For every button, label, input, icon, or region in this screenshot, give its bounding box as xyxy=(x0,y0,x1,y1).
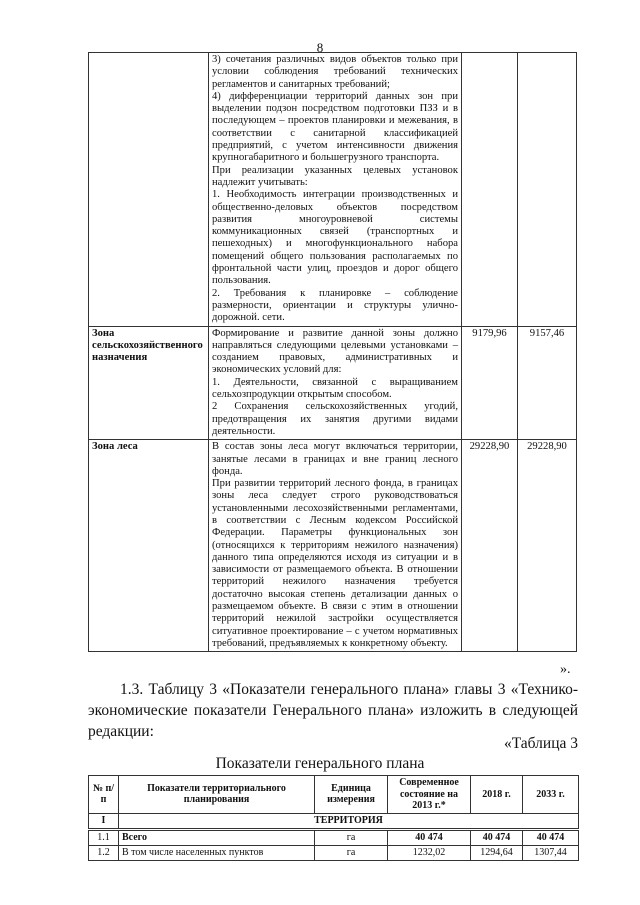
table-label: «Таблица 3 xyxy=(503,735,578,752)
table-row xyxy=(89,845,579,860)
column-header: Современное состояние на 2013 г.* xyxy=(388,776,471,814)
zones-table xyxy=(88,52,577,652)
description-paragraph: 3) сочетания различных видов объектов только при условии соблюдения требований технических регламентов и санитарных требований; xyxy=(212,54,458,90)
zone-value-cell: 9157,46 xyxy=(518,326,577,440)
indicators-table xyxy=(88,775,579,861)
description-paragraph: 2. Требования к планировке – соблюдение размерности, ориентации и структуры улично-дорожной. сети. xyxy=(212,287,458,324)
description-paragraph: 2 Сохранения сельскохозяйственных угодий, предотвращения их занятия другими видами деятельности. xyxy=(212,401,458,437)
description-paragraph: 1. Необходимость интеграции производственных и общественно-деловых объектов посредством развития многоуровневой системы коммуникационных связей (транспортных и пешеходных) и многофункционального набора помещений общего пользования располагаемых по фронтальной части улиц, проездов и дорог общего пользования. xyxy=(212,189,458,287)
table-title: Показатели генерального плана xyxy=(215,755,425,772)
value-2018: 40 474 xyxy=(471,829,523,845)
description-paragraph: В состав зоны леса могут включаться территории, занятые лесами в границах и вне границ лесного фонда. xyxy=(212,441,458,477)
zone-name-cell: Зона сельскохозяйственного назначения xyxy=(89,326,209,440)
section-row xyxy=(89,813,579,829)
indicator-name: В том числе населенных пунктов xyxy=(119,845,315,860)
table-row xyxy=(89,53,577,327)
table-row xyxy=(89,440,577,652)
unit-cell: га xyxy=(315,829,388,845)
indicator-name: Всего xyxy=(119,829,315,845)
section-label: ТЕРРИТОРИЯ xyxy=(119,813,579,829)
value-2013: 40 474 xyxy=(388,829,471,845)
table-row xyxy=(89,829,579,845)
zone-name-cell: Зона леса xyxy=(89,440,209,652)
value-2018: 1294,64 xyxy=(471,845,523,860)
table-row xyxy=(89,326,577,440)
description-paragraph: 1. Деятельности, связанной с выращиванием сельхозпродукции открытым способом. xyxy=(212,376,458,401)
column-header: № п/п xyxy=(89,776,119,814)
zone-value-cell xyxy=(462,53,518,327)
unit-cell: га xyxy=(315,845,388,860)
zone-value-cell: 9179,96 xyxy=(462,326,518,440)
column-header: Единица измерения xyxy=(315,776,388,814)
zone-value-cell xyxy=(518,53,577,327)
column-header: 2033 г. xyxy=(523,776,579,814)
zone-name-cell xyxy=(89,53,209,327)
zone-description-cell xyxy=(209,53,462,327)
zone-description-cell xyxy=(209,326,462,440)
closing-quote: ». xyxy=(560,662,571,677)
amendment-paragraph: 1.3. Таблицу 3 «Показатели генерального плана» главы 3 «Технико-экономические показатели Генерального плана» изложить в следующей редакции: xyxy=(88,681,578,740)
row-number: 1.2 xyxy=(89,845,119,860)
value-2033: 1307,44 xyxy=(523,845,579,860)
description-paragraph: Формирование и развитие данной зоны должно направляться следующими целевыми установками – созданием правовых, административных и экономических условий для: xyxy=(212,327,458,376)
row-number: 1.1 xyxy=(89,829,119,845)
zone-value-cell: 29228,90 xyxy=(518,440,577,652)
section-number: I xyxy=(89,813,119,829)
description-paragraph: При развитии территорий лесного фонда, в границах зоны леса следует строго руководствоваться установленными лесохозяйственными регламентами, в соответствии с Лесным кодексом Российской Федерации. Параметры функциональных зон (относящихся к территориям нежилого назначения) данного типа определяются исходя из ситуации и в зависимости от размещаемого объекта. В отношении территорий нежилого назначения требуется достаточно высокая степень детализации данных о размещаемом объекте. В связи с этим в отношении территорий нежилой застройки осуществляется ситуативное проектирование – с учетом нормативных требований, предъявляемых к конкретному объекту. xyxy=(212,478,458,649)
description-paragraph: 4) дифференциации территорий данных зон при выделении подзон посредством подготовки ПЗЗ и в последующем – проектов планировки и межевания, в соответствии с санитарной классификацией предприятий, с учетом интенсивности движения крупногабаритного и большегрузного транспорта. xyxy=(212,90,458,164)
value-2033: 40 474 xyxy=(523,829,579,845)
description-paragraph: При реализации указанных целевых установок надлежит учитывать: xyxy=(212,164,458,188)
column-header: 2018 г. xyxy=(471,776,523,814)
page-number: 8 xyxy=(316,40,324,55)
column-header: Показатели территориального планирования xyxy=(119,776,315,814)
table-header-row xyxy=(89,776,579,814)
zone-value-cell: 29228,90 xyxy=(462,440,518,652)
value-2013: 1232,02 xyxy=(388,845,471,860)
zone-description-cell xyxy=(209,440,462,652)
